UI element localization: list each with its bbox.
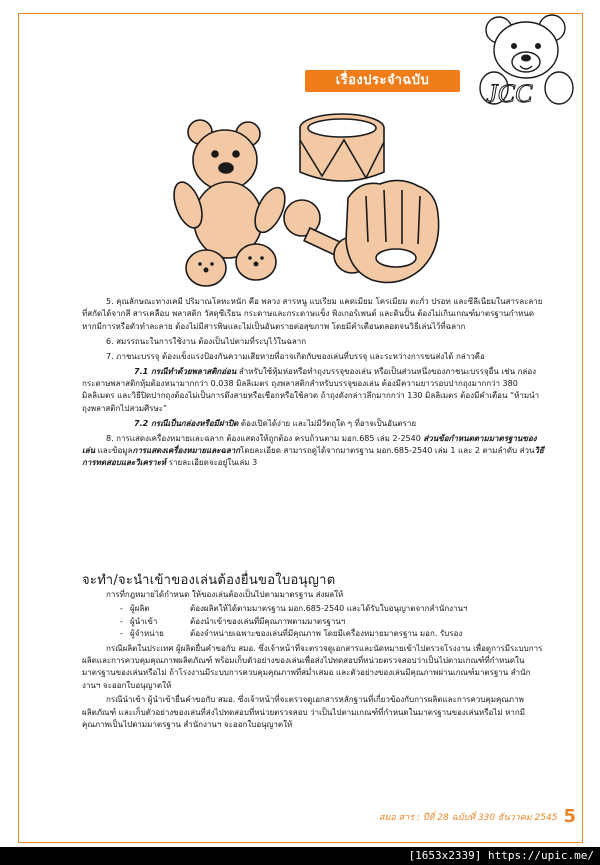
role-text: ต้องจำหน่ายเฉพาะของเล่นที่มีคุณภาพ โดยมีเครื่องหมายมาตรฐาน มอก. รับรอง (190, 629, 463, 639)
emphasis: การแสดงเครื่องหมายและฉลาก (132, 445, 241, 455)
svg-text:JCC: JCC (486, 79, 533, 108)
section-heading: จะทำ/จะนำเข้าของเล่นต้องยื่นขอใบอนุญาต (82, 573, 336, 588)
subsection-text: ต้องเปิดได้ง่าย และไม่มีวัตถุใด ๆ ที่อาจเป็นอันตราย (238, 418, 417, 428)
paragraph: กรณีผลิตในประเทศ ผู้ผลิตยื่นคำขอกับ สมอ. ซึ่งเจ้าหน้าที่จะตรวจดูเอกสารและนัดหมายเข้าไปตรวจโรงงาน เพื่อดูการมีระบบการผลิตและการควบคุมคุณภาพผลิตภัณฑ์ พร้อมเก็บตัวอย่างของเล่นเพื่อส่งไปทดสอบที่หน่วยตรวจสอบว่าเป็นไปตามเกณฑ์ที่กำหนดในมาตรฐานของเล่นหรือไม่ ถ้าโรงงานมีระบบการควบคุมคุณภาพที่สม่ำเสมอ และตัวอย่างของเล่นมีคุณภาพผ่านเกณฑ์มาตรฐาน สำนักงานฯ จะออกใบอนุญาตให้ (82, 643, 543, 690)
paragraph: 7. ภาชนะบรรจุ ต้องแข็งแรงป้องกันความเสียหายที่อาจเกิดกับของเล่นที่บรรจุ และระหว่างการขนส่งได้ กล่าวคือ (106, 351, 485, 361)
role-label: ผู้จำหน่าย (130, 629, 164, 639)
credit-text: [1653x2339] https://upic.me/ (408, 849, 594, 862)
emphasis: ส่วนข้อกำหนดตามมาตรฐานของเล่น (82, 433, 537, 455)
drum-icon (300, 114, 384, 181)
subsection-title: 7.1 กรณีทำด้วยพลาสติกอ่อน (134, 366, 237, 376)
footer-issue: สมอ สาร : ปีที่ 28 ฉบับที่ 330 ธันวาคม 2545 (378, 813, 558, 823)
role-text: ต้องผลิตให้ได้ตามมาตรฐาน มอก.685-2540 และได้รับใบอนุญาตจากสำนักงานฯ (190, 604, 468, 614)
paragraph-8 (82, 433, 544, 470)
toys-illustration (170, 110, 445, 295)
section-intro: การที่กฎหมายได้กำหนด ให้ของเล่นต้องเป็นไปตามมาตรฐาน ส่งผลให้ (106, 590, 344, 599)
role-label: ผู้ผลิต (130, 604, 150, 614)
teddy-bear-icon (170, 120, 291, 286)
section-banner: เรื่องประจำฉบับ (305, 70, 460, 92)
page-number: 5 (563, 806, 576, 827)
paragraph: กรณีนำเข้า ผู้นำเข้ายื่นคำขอกับ สมอ. ซึ่งเจ้าหน้าที่จะตรวจดูเอกสารหลักฐานที่เกี่ยวข้องกับการผลิตและการควบคุมคุณภาพผลิตภัณฑ์ และเก็บตัวอย่างของเล่นที่ส่งไปทดสอบที่หน่วยตรวจสอบ ว่าเป็นไปตามเกณฑ์ที่กำหนดในมาตรฐานของเล่นหรือไม่ หากมีคุณภาพเป็นไปตามมาตรฐาน สำนักงานฯ จะออกใบอนุญาตให้ (82, 695, 526, 730)
role-label: ผู้นำเข้า (130, 616, 158, 626)
emphasis: วิธีการทดสอบและวิเคราะห์ (82, 445, 544, 468)
subsection-7-2 (82, 418, 544, 430)
list-item (82, 628, 544, 640)
teddy-bear-logo-icon (464, 8, 582, 108)
role-text: ต้องนำเข้าของเล่นที่มีคุณภาพตามมาตรฐานฯ (190, 616, 346, 626)
subsection-title: 7.2 กรณีเป็นกล่องหรือมีฝาปิด (134, 418, 239, 428)
role-list (82, 603, 544, 640)
text-run: โดยละเอียด สามารถดูได้จากมาตรฐาน มอก.685-2540 เล่ม 1 และ 2 ตามลำดับ ส่วน (240, 445, 535, 455)
list-item (82, 603, 544, 615)
paragraph: 5. คุณลักษณะทางเคมี ปริมาณโลหะหนัก คือ พลวง สารหนู แบเรียม แคดเมียม โครเมียม ตะกั่ว ปรอท และซีลีเนียมในสารละลายที่สกัดได้จากสี สารเคลือบ พลาสติก วัสดุซีเรียน กระดาษและกระดาษแข็ง พิงเกอร์เพนต์ และดินปั้น ต้องไม่เกินเกณฑ์มาตรฐานกำหนด หากมีการหรือตัวทำละลาย ต้องไม่มีสารพิษและไม่เป็นอันตรายต่อสุขภาพ โดยมีคำเตือนตลอดจนวิธีเล่นไว้ที่ฉลาก (82, 297, 543, 331)
subsection-7-1 (82, 366, 544, 416)
license-section (82, 589, 544, 733)
subsection-text: สำหรับใช้หุ้มห่อหรือทำถุงบรรจุของเล่น หรือเป็นส่วนหนึ่งของภาชนะบรรจุอื่น เช่น กล่องกระดาษพลาสติกหุ้มต้องหนามากกว่า 0.038 มิลลิเมตร ถุงพลาสติกสำหรับบรรจุของเล่น ต้องมีความยาวรอบปากถุงมากกว่า 380 มิลลิเมตร และวิธีปิดปากถุงต้องไม่เป็นการดึงสายหรือเชือกหรือใช้ลวด ถ้าถุงดังกล่าวลึกมากกว่า 130 มิลลิเมตร ต้องมีคำเตือน “ห้ามนำถุงพลาสติกไปสวมศีรษะ” (82, 366, 540, 413)
list-item (82, 616, 544, 628)
text-run: รายละเอียดจะอยู่ในเล่ม 3 (166, 458, 258, 468)
text-run: และข้อมูล (95, 445, 133, 455)
baseball-glove-icon (346, 180, 439, 282)
text-run: 8. การแสดงเครื่องหมายและฉลาก ต้องแสดงให้ถูกต้อง ครบถ้วนตาม มอก.685 เล่ม 2-2540 (106, 433, 424, 443)
paragraph: 6. สมรรถนะในการใช้งาน ต้องเป็นไปตามที่ระบุไว้ในฉลาก (106, 336, 307, 346)
article-body (82, 296, 544, 472)
page-footer (379, 806, 576, 827)
image-credit-bar (0, 847, 600, 865)
